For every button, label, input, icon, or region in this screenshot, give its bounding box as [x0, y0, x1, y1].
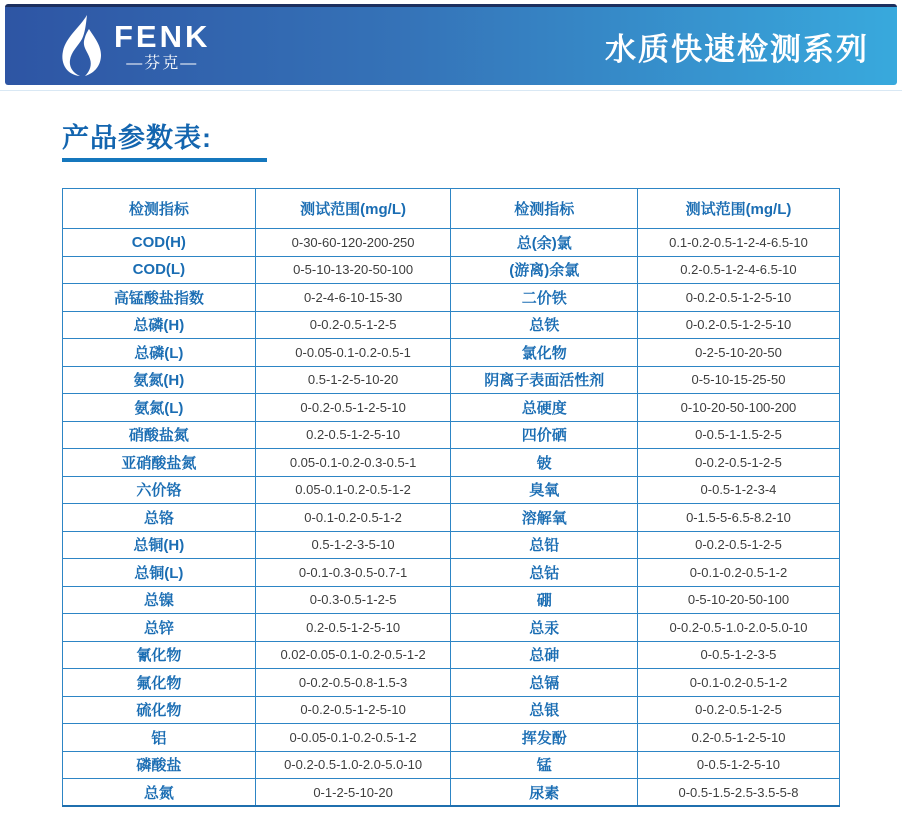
indicator-cell: 总氮 — [63, 779, 256, 807]
range-cell: 0.05-0.1-0.2-0.5-1-2 — [255, 476, 451, 504]
indicator-cell: 总镍 — [63, 586, 256, 614]
table-row — [63, 531, 840, 559]
table-row — [63, 366, 840, 394]
indicator-cell: 总磷(L) — [63, 339, 256, 367]
table-row — [63, 641, 840, 669]
column-header: 检测指标 — [63, 189, 256, 229]
indicator-cell: 硝酸盐氮 — [63, 421, 256, 449]
indicator-cell: 阴离子表面活性剂 — [451, 366, 637, 394]
range-cell: 0-0.1-0.2-0.5-1-2 — [255, 504, 451, 532]
indicator-cell: 锰 — [451, 751, 637, 779]
indicator-cell: 总磷(H) — [63, 311, 256, 339]
indicator-cell: 氟化物 — [63, 669, 256, 697]
range-cell: 0-30-60-120-200-250 — [255, 229, 451, 257]
indicator-cell: 臭氧 — [451, 476, 637, 504]
indicator-cell: 铍 — [451, 449, 637, 477]
indicator-cell: 硼 — [451, 586, 637, 614]
range-cell: 0-0.2-0.5-1-2-5-10 — [637, 284, 839, 312]
indicator-cell: 总铜(H) — [63, 531, 256, 559]
series-title: 水质快速检测系列 — [605, 31, 869, 67]
brand-name-en: FENK — [114, 18, 211, 54]
range-cell: 0.5-1-2-3-5-10 — [255, 531, 451, 559]
flame-drop-icon — [60, 15, 104, 77]
table-row — [63, 504, 840, 532]
range-cell: 0-1.5-5-6.5-8.2-10 — [637, 504, 839, 532]
table-row — [63, 449, 840, 477]
section-title-underline — [62, 158, 267, 162]
table-row — [63, 421, 840, 449]
indicator-cell: COD(L) — [63, 256, 256, 284]
column-header: 测试范围(mg/L) — [637, 189, 839, 229]
range-cell: 0-0.2-0.5-1-2-5 — [637, 696, 839, 724]
brand-name-cn: —芬克— — [126, 54, 199, 72]
indicator-cell: 总汞 — [451, 614, 637, 642]
indicator-cell: 溶解氧 — [451, 504, 637, 532]
table-row — [63, 751, 840, 779]
range-cell: 0.5-1-2-5-10-20 — [255, 366, 451, 394]
range-cell: 0-0.2-0.5-1-2-5 — [637, 531, 839, 559]
indicator-cell: 总钴 — [451, 559, 637, 587]
table-row — [63, 779, 840, 807]
range-cell: 0-0.05-0.1-0.2-0.5-1 — [255, 339, 451, 367]
range-cell: 0-1-2-5-10-20 — [255, 779, 451, 807]
range-cell: 0-0.2-0.5-1-2-5 — [637, 449, 839, 477]
range-cell: 0-0.2-0.5-1-2-5-10 — [637, 311, 839, 339]
table-row — [63, 614, 840, 642]
table-row — [63, 586, 840, 614]
parameter-table — [62, 188, 840, 807]
indicator-cell: 挥发酚 — [451, 724, 637, 752]
range-cell: 0-0.5-1-2-3-5 — [637, 641, 839, 669]
column-header: 测试范围(mg/L) — [255, 189, 451, 229]
indicator-cell: 硫化物 — [63, 696, 256, 724]
section-title: 产品参数表: — [62, 123, 212, 153]
column-header: 检测指标 — [451, 189, 637, 229]
table-row — [63, 476, 840, 504]
fenk-logo — [60, 15, 210, 77]
indicator-cell: 总铅 — [451, 531, 637, 559]
table-row — [63, 724, 840, 752]
range-cell: 0.2-0.5-1-2-5-10 — [255, 421, 451, 449]
indicator-cell: 氨氮(L) — [63, 394, 256, 422]
range-cell: 0-0.1-0.2-0.5-1-2 — [637, 559, 839, 587]
range-cell: 0-0.5-1-2-3-4 — [637, 476, 839, 504]
table-row — [63, 394, 840, 422]
range-cell: 0-2-5-10-20-50 — [637, 339, 839, 367]
indicator-cell: 尿素 — [451, 779, 637, 807]
indicator-cell: (游离)余氯 — [451, 256, 637, 284]
table-row — [63, 339, 840, 367]
banner-divider — [0, 90, 902, 91]
range-cell: 0-0.5-1-1.5-2-5 — [637, 421, 839, 449]
indicator-cell: COD(H) — [63, 229, 256, 257]
indicator-cell: 总硬度 — [451, 394, 637, 422]
range-cell: 0-0.2-0.5-1.0-2.0-5.0-10 — [637, 614, 839, 642]
table-body — [63, 229, 840, 807]
range-cell: 0-0.1-0.3-0.5-0.7-1 — [255, 559, 451, 587]
table-row — [63, 696, 840, 724]
range-cell: 0-5-10-15-25-50 — [637, 366, 839, 394]
table-row — [63, 669, 840, 697]
table-header — [63, 189, 840, 229]
table-row — [63, 559, 840, 587]
range-cell: 0-0.2-0.5-1-2-5 — [255, 311, 451, 339]
range-cell: 0-0.2-0.5-1-2-5-10 — [255, 394, 451, 422]
range-cell: 0.2-0.5-1-2-5-10 — [255, 614, 451, 642]
range-cell: 0-0.5-1.5-2.5-3.5-5-8 — [637, 779, 839, 807]
range-cell: 0-5-10-13-20-50-100 — [255, 256, 451, 284]
indicator-cell: 四价硒 — [451, 421, 637, 449]
range-cell: 0-2-4-6-10-15-30 — [255, 284, 451, 312]
indicator-cell: 氨氮(H) — [63, 366, 256, 394]
indicator-cell: 铝 — [63, 724, 256, 752]
table-row — [63, 229, 840, 257]
indicator-cell: 二价铁 — [451, 284, 637, 312]
range-cell: 0-5-10-20-50-100 — [637, 586, 839, 614]
table-row — [63, 284, 840, 312]
header-row — [63, 189, 840, 229]
indicator-cell: 磷酸盐 — [63, 751, 256, 779]
indicator-cell: 总铁 — [451, 311, 637, 339]
indicator-cell: 亚硝酸盐氮 — [63, 449, 256, 477]
indicator-cell: 总铜(L) — [63, 559, 256, 587]
indicator-cell: 六价铬 — [63, 476, 256, 504]
indicator-cell: 总铬 — [63, 504, 256, 532]
table-row — [63, 256, 840, 284]
range-cell: 0-0.05-0.1-0.2-0.5-1-2 — [255, 724, 451, 752]
indicator-cell: 总锌 — [63, 614, 256, 642]
range-cell: 0-0.2-0.5-1-2-5-10 — [255, 696, 451, 724]
range-cell: 0.2-0.5-1-2-4-6.5-10 — [637, 256, 839, 284]
indicator-cell: 高锰酸盐指数 — [63, 284, 256, 312]
top-banner — [5, 4, 897, 85]
indicator-cell: 氯化物 — [451, 339, 637, 367]
range-cell: 0.02-0.05-0.1-0.2-0.5-1-2 — [255, 641, 451, 669]
range-cell: 0-0.1-0.2-0.5-1-2 — [637, 669, 839, 697]
indicator-cell: 总(余)氯 — [451, 229, 637, 257]
range-cell: 0-0.3-0.5-1-2-5 — [255, 586, 451, 614]
indicator-cell: 总银 — [451, 696, 637, 724]
range-cell: 0.2-0.5-1-2-5-10 — [637, 724, 839, 752]
range-cell: 0-0.5-1-2-5-10 — [637, 751, 839, 779]
range-cell: 0-0.2-0.5-0.8-1.5-3 — [255, 669, 451, 697]
range-cell: 0-0.2-0.5-1.0-2.0-5.0-10 — [255, 751, 451, 779]
range-cell: 0-10-20-50-100-200 — [637, 394, 839, 422]
table-row — [63, 311, 840, 339]
indicator-cell: 总砷 — [451, 641, 637, 669]
indicator-cell: 氰化物 — [63, 641, 256, 669]
range-cell: 0.05-0.1-0.2-0.3-0.5-1 — [255, 449, 451, 477]
indicator-cell: 总镉 — [451, 669, 637, 697]
range-cell: 0.1-0.2-0.5-1-2-4-6.5-10 — [637, 229, 839, 257]
